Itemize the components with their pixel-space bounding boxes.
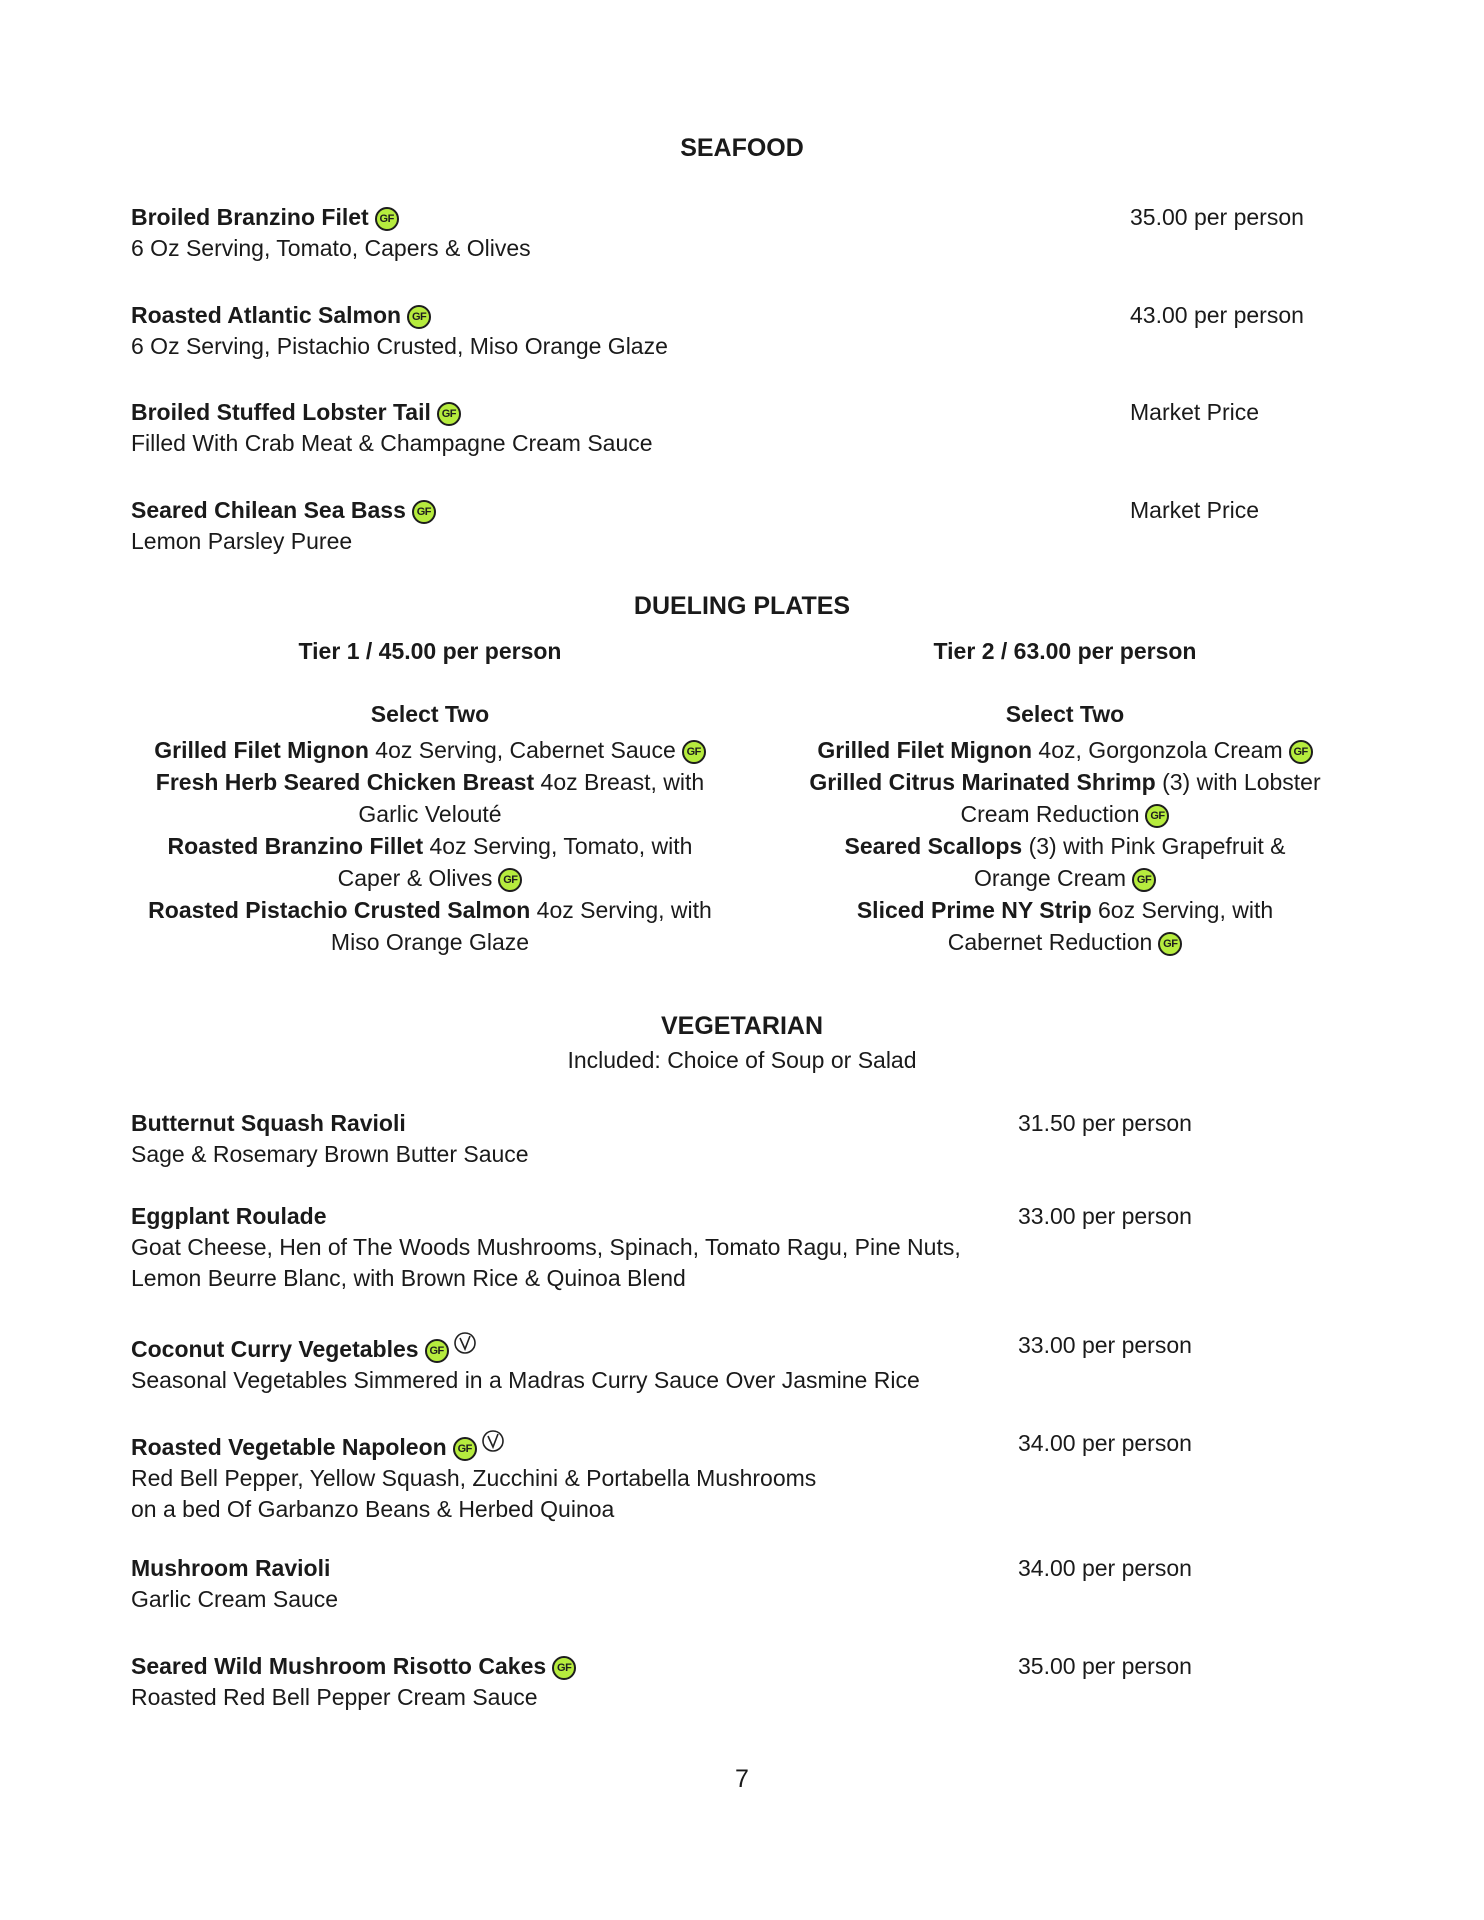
item-description: Lemon Beurre Blanc, with Brown Rice & Quinoa Blend: [131, 1265, 686, 1291]
item-price: Market Price: [1130, 399, 1260, 425]
dish-detail: (3) with Pink Grapefruit &: [1022, 833, 1286, 859]
gf-icon: GF: [375, 207, 399, 231]
gf-icon: GF: [425, 1339, 449, 1363]
item-name: Eggplant Roulade: [131, 1203, 327, 1229]
dish-name: Roasted Branzino Fillet: [167, 833, 424, 859]
dish-detail: 4oz Serving, Tomato, with: [423, 833, 693, 859]
dish-name: Seared Scallops: [844, 833, 1023, 859]
item-name: Butternut Squash Ravioli: [131, 1110, 406, 1136]
item-price: 35.00 per person: [1130, 204, 1304, 230]
gf-icon: GF: [412, 500, 436, 524]
vegetarian-subtitle: Included: Choice of Soup or Salad: [567, 1047, 917, 1073]
gf-icon: GF: [407, 305, 431, 329]
item-price: 35.00 per person: [1018, 1653, 1192, 1679]
dueling-plates-heading: DUELING PLATES: [633, 592, 851, 620]
gf-icon: GF: [1158, 932, 1182, 956]
page-number: 7: [735, 1765, 749, 1793]
menu-item: [131, 1108, 529, 1170]
gf-icon: GF: [498, 868, 522, 892]
item-description: Goat Cheese, Hen of The Woods Mushrooms, Spinach, Tomato Ragu, Pine Nuts,: [131, 1234, 961, 1260]
item-price: 43.00 per person: [1130, 302, 1304, 328]
dish-name: Grilled Citrus Marinated Shrimp: [809, 769, 1156, 795]
menu-item: [131, 1330, 920, 1396]
dish-detail: Garlic Velouté: [358, 801, 502, 827]
item-name: Seared Chilean Sea Bass: [131, 497, 406, 523]
menu-item: [131, 1553, 338, 1615]
tier-2-column: [765, 699, 1365, 958]
dish-name: Sliced Prime NY Strip: [856, 897, 1092, 923]
tier-1-column: [130, 699, 730, 958]
item-name: Seared Wild Mushroom Risotto Cakes: [131, 1653, 547, 1679]
menu-item: [131, 1201, 961, 1294]
item-description: 6 Oz Serving, Tomato, Capers & Olives: [131, 235, 531, 261]
menu-item: [131, 202, 531, 264]
item-name: Broiled Stuffed Lobster Tail: [131, 399, 431, 425]
item-price: 34.00 per person: [1018, 1555, 1192, 1581]
vegetarian-heading: VEGETARIAN: [660, 1012, 824, 1040]
item-name: Broiled Branzino Filet: [131, 204, 369, 230]
tier-2-title: Tier 2 / 63.00 per person: [933, 638, 1197, 664]
menu-item: [131, 1651, 576, 1713]
item-price: 33.00 per person: [1018, 1203, 1192, 1229]
dish-detail: 4oz Breast, with: [534, 769, 705, 795]
vegan-icon: [452, 1330, 478, 1356]
gf-icon: GF: [682, 740, 706, 764]
select-two-label: Select Two: [370, 701, 490, 727]
item-price: 31.50 per person: [1018, 1110, 1192, 1136]
item-description: Sage & Rosemary Brown Butter Sauce: [131, 1141, 529, 1167]
dish-detail: 4oz Serving, Cabernet Sauce: [368, 737, 676, 763]
item-description: Red Bell Pepper, Yellow Squash, Zucchini & Portabella Mushrooms: [131, 1465, 817, 1491]
item-name: Coconut Curry Vegetables: [131, 1336, 419, 1362]
item-description: 6 Oz Serving, Pistachio Crusted, Miso Orange Glaze: [131, 333, 668, 359]
menu-item: [131, 495, 436, 557]
item-description: on a bed Of Garbanzo Beans & Herbed Quinoa: [131, 1496, 615, 1522]
dish-detail: (3) with Lobster: [1155, 769, 1321, 795]
dish-detail: Caper & Olives: [337, 865, 493, 891]
item-price: 34.00 per person: [1018, 1430, 1192, 1456]
gf-icon: GF: [453, 1437, 477, 1461]
menu-item: [131, 397, 653, 459]
dish-name: Roasted Pistachio Crusted Salmon: [148, 897, 531, 923]
vegan-icon: [480, 1428, 506, 1454]
dish-detail: 6oz Serving, with: [1091, 897, 1274, 923]
gf-icon: GF: [1132, 868, 1156, 892]
dish-detail: 4oz Serving, with: [530, 897, 712, 923]
item-name: Mushroom Ravioli: [131, 1555, 331, 1581]
menu-item: [131, 300, 668, 362]
dish-name: Grilled Filet Mignon: [817, 737, 1033, 763]
menu-item: [131, 1428, 816, 1525]
item-description: Seasonal Vegetables Simmered in a Madras Curry Sauce Over Jasmine Rice: [131, 1367, 920, 1393]
dish-name: Fresh Herb Seared Chicken Breast: [155, 769, 535, 795]
gf-icon: GF: [1289, 740, 1313, 764]
item-name: Roasted Vegetable Napoleon: [131, 1434, 447, 1460]
item-name: Roasted Atlantic Salmon: [131, 302, 402, 328]
select-two-label: Select Two: [1005, 701, 1125, 727]
item-description: Roasted Red Bell Pepper Cream Sauce: [131, 1684, 538, 1710]
item-description: Lemon Parsley Puree: [131, 528, 353, 554]
item-price: Market Price: [1130, 497, 1260, 523]
item-description: Filled With Crab Meat & Champagne Cream Sauce: [131, 430, 653, 456]
gf-icon: GF: [1145, 804, 1169, 828]
dish-detail: Orange Cream: [973, 865, 1127, 891]
dish-detail: Cabernet Reduction: [947, 929, 1153, 955]
tier-1-title: Tier 1 / 45.00 per person: [298, 638, 562, 664]
dish-detail: Cream Reduction: [960, 801, 1140, 827]
item-price: 33.00 per person: [1018, 1332, 1192, 1358]
gf-icon: GF: [552, 1656, 576, 1680]
item-description: Garlic Cream Sauce: [131, 1586, 339, 1612]
gf-icon: GF: [437, 402, 461, 426]
dish-name: Grilled Filet Mignon: [154, 737, 369, 763]
dish-detail: Miso Orange Glaze: [330, 929, 530, 955]
seafood-heading: SEAFOOD: [680, 134, 804, 162]
dish-detail: 4oz, Gorgonzola Cream: [1032, 737, 1283, 763]
